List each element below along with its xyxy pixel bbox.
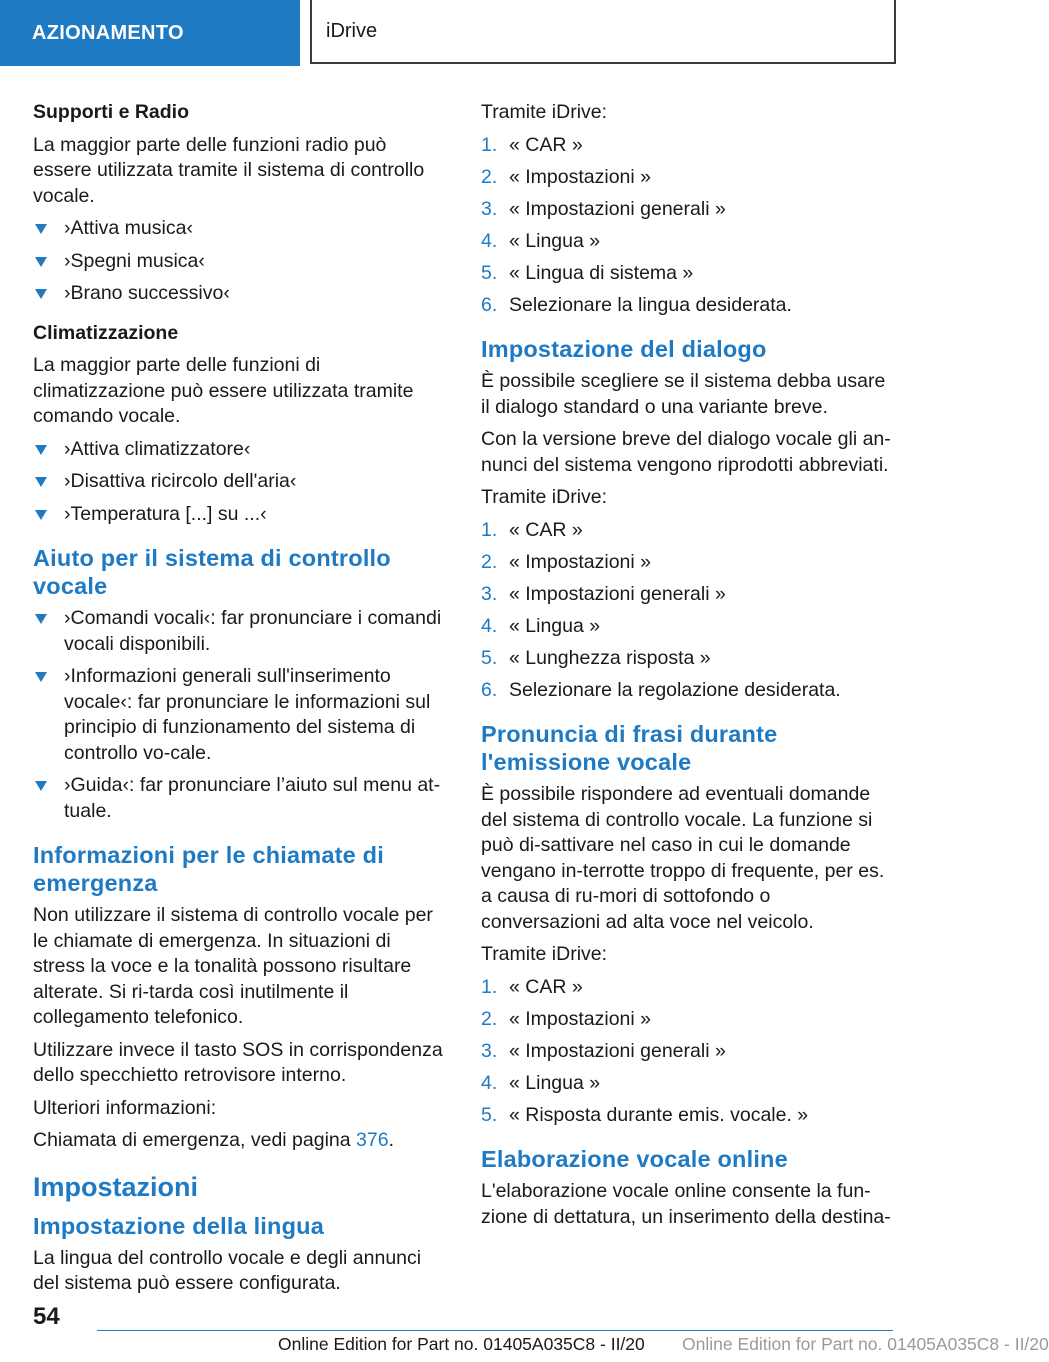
media-command-list	[33, 216, 445, 307]
page-reference-link[interactable]: 376	[356, 1129, 389, 1151]
list-item: 5. « Lunghezza risposta »	[481, 646, 711, 669]
list-item: ›Attiva musica‹	[33, 216, 445, 242]
climate-subheading: Climatizzazione	[33, 321, 179, 344]
help-heading: Aiuto per il sistema di controllo vocale	[33, 545, 391, 599]
settings-heading: Impostazioni	[33, 1171, 199, 1202]
triangle-bullet-icon	[35, 510, 47, 520]
pronunciation-paragraph: È possibile rispondere ad eventuali domande del sistema di controllo vocale. La funzione si può di-sattivare nel caso in cui le domande vengano in-terrotte troppo di frequente, per es. a causa di ru-mori di sottofondo o conversazioni ad alta voce nel veicolo.	[481, 783, 885, 933]
list-item: ›Comandi vocali‹: far pronunciare i comandi vocali disponibili.	[33, 606, 445, 657]
list-item: 1. « CAR »	[481, 133, 583, 156]
triangle-bullet-icon	[35, 224, 47, 234]
list-item: 3. « Impostazioni generali »	[481, 197, 726, 220]
climate-paragraph: La maggior parte delle funzioni di climatizzazione può essere utilizzata tramite comando vocale.	[33, 354, 414, 427]
chapter-title[interactable]: iDrive	[310, 0, 896, 64]
online-heading: Elaborazione vocale online	[481, 1146, 788, 1172]
list-item: 1. « CAR »	[481, 975, 583, 998]
help-command-list	[33, 606, 445, 824]
emergency-reference: Chiamata di emergenza, vedi pagina 376.	[33, 1129, 394, 1151]
climate-command-list	[33, 437, 445, 528]
triangle-bullet-icon	[35, 289, 47, 299]
triangle-bullet-icon	[35, 781, 47, 791]
watermark: Online Edition for Part no. 01405A035C8 - II/20	[682, 1334, 1049, 1354]
list-item: ›Temperatura [...] su ...‹	[33, 502, 445, 528]
list-item: 4. « Lingua »	[481, 614, 601, 637]
pronunciation-steps	[481, 975, 895, 1129]
list-item: 3. « Impostazioni generali »	[481, 582, 726, 605]
list-item: 2. « Impostazioni »	[481, 165, 651, 188]
footer-divider	[97, 1330, 893, 1331]
via-idrive-label: Tramite iDrive:	[481, 486, 608, 508]
list-item: 5. « Risposta durante emis. vocale. »	[481, 1103, 809, 1126]
list-item: 3. « Impostazioni generali »	[481, 1039, 726, 1062]
list-item: 2. « Impostazioni »	[481, 1007, 651, 1030]
list-item: ›Attiva climatizzatore‹	[33, 437, 445, 463]
list-item: 4. « Lingua »	[481, 1071, 601, 1094]
list-item: ›Informazioni generali sull'inserimento vocale‹: far pronunciare le informazioni sul principio di funzionamento del sistema di controllo vo-cale.	[33, 664, 445, 766]
dialog-short-paragraph: Con la versione breve del dialogo vocale gli an-nunci del sistema vengono riprodotti abbreviati.	[481, 428, 891, 476]
page-number: 54	[33, 1303, 60, 1330]
list-item: 2. « Impostazioni »	[481, 550, 651, 573]
list-item: ›Spegni musica‹	[33, 249, 445, 275]
language-paragraph: La lingua del controllo vocale e degli annunci del sistema può essere configurata.	[33, 1246, 422, 1294]
via-idrive-label: Tramite iDrive:	[481, 943, 608, 965]
list-item: 4. « Lingua »	[481, 229, 601, 252]
language-steps	[481, 133, 895, 319]
triangle-bullet-icon	[35, 672, 47, 682]
triangle-bullet-icon	[35, 445, 47, 455]
list-item: ›Brano successivo‹	[33, 281, 445, 307]
list-item: 6. Selezionare la lingua desiderata.	[481, 293, 792, 316]
emergency-heading: Informazioni per le chiamate di emergenza	[33, 842, 384, 896]
pronunciation-heading: Pronuncia di frasi durante l'emissione vocale	[481, 721, 778, 775]
list-item: 6. Selezionare la regolazione desiderata.	[481, 678, 841, 701]
more-info-label: Ulteriori informazioni:	[33, 1096, 217, 1119]
left-column	[33, 100, 445, 1304]
triangle-bullet-icon	[35, 477, 47, 487]
emergency-sos-paragraph: Utilizzare invece il tasto SOS in corrispondenza dello specchietto retrovisore interno.	[33, 1038, 443, 1086]
section-tab[interactable]: AZIONAMENTO	[0, 0, 300, 66]
via-idrive-label: Tramite iDrive:	[481, 101, 608, 123]
list-item: ›Guida‹: far pronunciare l’aiuto sul menu at-tuale.	[33, 773, 445, 824]
list-item: 5. « Lingua di sistema »	[481, 261, 694, 284]
media-subheading: Supporti e Radio	[33, 101, 189, 123]
triangle-bullet-icon	[35, 257, 47, 267]
media-paragraph: La maggior parte delle funzioni radio può essere utilizzata tramite il sistema di controllo vocale.	[33, 133, 425, 207]
list-item: ›Disattiva ricircolo dell'aria‹	[33, 469, 445, 495]
right-column	[481, 100, 895, 1237]
dialog-heading: Impostazione del dialogo	[481, 336, 767, 362]
list-item: 1. « CAR »	[481, 518, 583, 541]
triangle-bullet-icon	[35, 614, 47, 624]
emergency-paragraph: Non utilizzare il sistema di controllo vocale per le chiamate di emergenza. In situazioni di stress la voce e la tonalità possono risultare alterate. Si ri-tarda così inutilmente il collegamento telefonico.	[33, 904, 433, 1028]
dialog-paragraph: È possibile scegliere se il sistema debba usare il dialogo standard o una variante breve.	[481, 370, 886, 418]
page-header	[0, 0, 960, 66]
language-heading: Impostazione della lingua	[33, 1212, 324, 1239]
dialog-steps	[481, 518, 895, 704]
footer-edition: Online Edition for Part no. 01405A035C8 - II/20	[278, 1334, 645, 1354]
online-paragraph: L'elaborazione vocale online consente la fun-zione di dettatura, un inserimento della destina-	[481, 1180, 891, 1228]
